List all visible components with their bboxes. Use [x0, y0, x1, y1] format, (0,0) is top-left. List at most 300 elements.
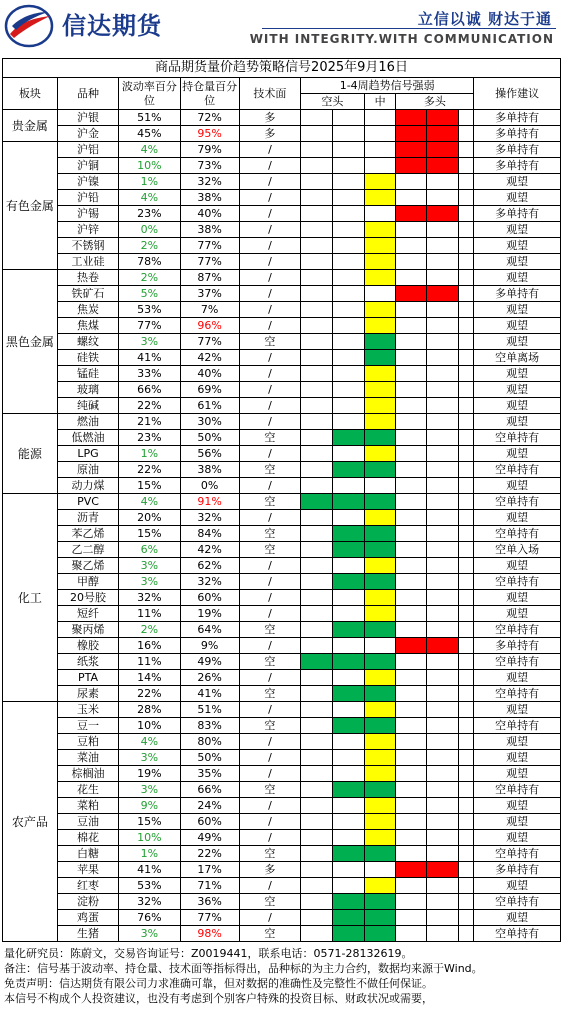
advice-cell: 空单持有 — [474, 430, 561, 446]
advice-cell: 多单持有 — [474, 110, 561, 126]
volatility-cell: 10% — [119, 830, 180, 846]
signal-cell — [301, 606, 333, 622]
table-row — [3, 846, 561, 862]
product-cell: 纸浆 — [57, 654, 118, 670]
technical-cell: / — [239, 670, 300, 686]
footer-researcher: 量化研究员：陈蔚文，交易咨询证号：Z0019441，联系电话：0571-28132619。 — [4, 947, 413, 960]
signal-cell — [332, 526, 364, 542]
product-cell: 棉花 — [57, 830, 118, 846]
signal-cell — [364, 558, 396, 574]
signal-cell — [396, 910, 427, 926]
signal-cell — [396, 158, 427, 174]
table-row — [3, 222, 561, 238]
technical-cell: / — [239, 142, 300, 158]
product-cell: 铁矿石 — [57, 286, 118, 302]
signal-cell — [396, 334, 427, 350]
signal-cell — [301, 846, 333, 862]
open-interest-cell: 69% — [180, 382, 239, 398]
advice-cell: 观望 — [474, 558, 561, 574]
signal-cell — [396, 606, 427, 622]
product-cell: 20号胶 — [57, 590, 118, 606]
signal-cell — [427, 462, 459, 478]
signal-pad-cell — [458, 814, 473, 830]
volatility-cell: 53% — [119, 878, 180, 894]
signal-cell — [364, 846, 396, 862]
signal-cell — [332, 830, 364, 846]
product-cell: 沪铝 — [57, 142, 118, 158]
signal-cell — [364, 462, 396, 478]
open-interest-cell: 95% — [180, 126, 239, 142]
signal-cell — [332, 606, 364, 622]
signal-cell — [427, 318, 459, 334]
table-row — [3, 446, 561, 462]
open-interest-cell: 41% — [180, 686, 239, 702]
signal-cell — [427, 830, 459, 846]
signal-pad-cell — [458, 766, 473, 782]
signal-cell — [364, 878, 396, 894]
product-cell: 乙二醇 — [57, 542, 118, 558]
open-interest-cell: 87% — [180, 270, 239, 286]
signal-table — [2, 58, 561, 942]
technical-cell: / — [239, 558, 300, 574]
volatility-cell: 23% — [119, 430, 180, 446]
signal-cell — [364, 686, 396, 702]
technical-cell: / — [239, 638, 300, 654]
product-cell: 沪锡 — [57, 206, 118, 222]
table-row — [3, 894, 561, 910]
signal-cell — [301, 206, 333, 222]
signal-cell — [301, 574, 333, 590]
signal-cell — [396, 206, 427, 222]
signal-pad-cell — [458, 270, 473, 286]
signal-pad-cell — [458, 718, 473, 734]
signal-cell — [332, 750, 364, 766]
signal-cell — [396, 862, 427, 878]
advice-cell: 观望 — [474, 238, 561, 254]
signal-cell — [364, 366, 396, 382]
signal-cell — [396, 750, 427, 766]
volatility-cell: 16% — [119, 638, 180, 654]
signal-cell — [332, 670, 364, 686]
open-interest-cell: 91% — [180, 494, 239, 510]
signal-pad-cell — [458, 926, 473, 942]
product-cell: 沪锌 — [57, 222, 118, 238]
signal-pad-cell — [458, 286, 473, 302]
signal-cell — [396, 782, 427, 798]
product-cell: PVC — [57, 494, 118, 510]
table-row — [3, 766, 561, 782]
signal-cell — [301, 894, 333, 910]
advice-cell: 观望 — [474, 270, 561, 286]
advice-cell: 观望 — [474, 510, 561, 526]
signal-pad-cell — [458, 110, 473, 126]
signal-cell — [427, 638, 459, 654]
signal-cell — [301, 702, 333, 718]
signal-cell — [364, 270, 396, 286]
technical-cell: / — [239, 302, 300, 318]
signal-cell — [396, 638, 427, 654]
open-interest-cell: 77% — [180, 910, 239, 926]
signal-cell — [427, 430, 459, 446]
signal-cell — [396, 430, 427, 446]
signal-cell — [301, 750, 333, 766]
open-interest-cell: 60% — [180, 590, 239, 606]
signal-cell — [332, 462, 364, 478]
page-header — [0, 0, 564, 58]
open-interest-cell: 38% — [180, 190, 239, 206]
technical-cell: / — [239, 270, 300, 286]
table-row — [3, 526, 561, 542]
signal-cell — [396, 366, 427, 382]
signal-cell — [332, 270, 364, 286]
signal-cell — [427, 302, 459, 318]
advice-cell: 空单持有 — [474, 526, 561, 542]
volatility-cell: 15% — [119, 526, 180, 542]
technical-cell: / — [239, 158, 300, 174]
product-cell: PTA — [57, 670, 118, 686]
signal-cell — [364, 654, 396, 670]
signal-cell — [364, 286, 396, 302]
product-cell: 尿素 — [57, 686, 118, 702]
volatility-cell: 2% — [119, 622, 180, 638]
technical-cell: 空 — [239, 686, 300, 702]
product-cell: 红枣 — [57, 878, 118, 894]
product-cell: 苯乙烯 — [57, 526, 118, 542]
advice-cell: 空单持有 — [474, 782, 561, 798]
signal-cell — [301, 430, 333, 446]
signal-cell — [332, 862, 364, 878]
header-volatility: 波动率百分位 — [119, 78, 180, 110]
signal-pad-cell — [458, 190, 473, 206]
signal-cell — [427, 142, 459, 158]
signal-cell — [396, 510, 427, 526]
signal-cell — [364, 174, 396, 190]
table-row — [3, 206, 561, 222]
open-interest-cell: 77% — [180, 334, 239, 350]
volatility-cell: 53% — [119, 302, 180, 318]
signal-pad-cell — [458, 318, 473, 334]
volatility-cell: 11% — [119, 606, 180, 622]
signal-cell — [427, 846, 459, 862]
advice-cell: 观望 — [474, 190, 561, 206]
signal-cell — [396, 894, 427, 910]
open-interest-cell: 84% — [180, 526, 239, 542]
technical-cell: / — [239, 878, 300, 894]
volatility-cell: 21% — [119, 414, 180, 430]
signal-pad-cell — [458, 158, 473, 174]
signal-cell — [396, 814, 427, 830]
signal-cell — [301, 286, 333, 302]
signal-cell — [427, 222, 459, 238]
table-row — [3, 254, 561, 270]
advice-cell: 观望 — [474, 798, 561, 814]
volatility-cell: 66% — [119, 382, 180, 398]
signal-pad-cell — [458, 830, 473, 846]
signal-cell — [301, 446, 333, 462]
signal-cell — [396, 350, 427, 366]
signal-cell — [396, 318, 427, 334]
technical-cell: 空 — [239, 462, 300, 478]
signal-cell — [427, 686, 459, 702]
open-interest-cell: 42% — [180, 350, 239, 366]
volatility-cell: 22% — [119, 462, 180, 478]
table-row — [3, 414, 561, 430]
technical-cell: / — [239, 590, 300, 606]
signal-cell — [332, 286, 364, 302]
advice-cell: 观望 — [474, 670, 561, 686]
advice-cell: 空单离场 — [474, 350, 561, 366]
table-row — [3, 558, 561, 574]
signal-cell — [427, 622, 459, 638]
sector-cell: 农产品 — [3, 702, 58, 942]
signal-cell — [364, 142, 396, 158]
signal-cell — [396, 222, 427, 238]
open-interest-cell: 96% — [180, 318, 239, 334]
volatility-cell: 77% — [119, 318, 180, 334]
signal-cell — [364, 478, 396, 494]
table-row — [3, 542, 561, 558]
table-row — [3, 110, 561, 126]
technical-cell: / — [239, 814, 300, 830]
volatility-cell: 11% — [119, 654, 180, 670]
product-cell: 锰硅 — [57, 366, 118, 382]
signal-cell — [301, 718, 333, 734]
technical-cell: / — [239, 750, 300, 766]
signal-cell — [332, 430, 364, 446]
signal-cell — [427, 894, 459, 910]
signal-cell — [364, 190, 396, 206]
signal-cell — [396, 830, 427, 846]
technical-cell: / — [239, 174, 300, 190]
header-long: 多头 — [396, 94, 474, 110]
technical-cell: 空 — [239, 494, 300, 510]
open-interest-cell: 17% — [180, 862, 239, 878]
volatility-cell: 45% — [119, 126, 180, 142]
volatility-cell: 32% — [119, 894, 180, 910]
signal-pad-cell — [458, 126, 473, 142]
signal-cell — [396, 462, 427, 478]
advice-cell: 观望 — [474, 398, 561, 414]
signal-cell — [364, 782, 396, 798]
product-cell: 玻璃 — [57, 382, 118, 398]
table-row — [3, 654, 561, 670]
product-cell: 沪金 — [57, 126, 118, 142]
signal-cell — [427, 126, 459, 142]
signal-cell — [332, 558, 364, 574]
open-interest-cell: 61% — [180, 398, 239, 414]
signal-cell — [396, 878, 427, 894]
signal-cell — [301, 558, 333, 574]
signal-cell — [332, 686, 364, 702]
advice-cell: 空单持有 — [474, 622, 561, 638]
advice-cell: 观望 — [474, 590, 561, 606]
advice-cell: 观望 — [474, 766, 561, 782]
header-short: 空头 — [301, 94, 365, 110]
signal-cell — [427, 702, 459, 718]
signal-cell — [364, 254, 396, 270]
signal-cell — [332, 158, 364, 174]
table-row — [3, 862, 561, 878]
signal-cell — [396, 622, 427, 638]
product-cell: 焦炭 — [57, 302, 118, 318]
table-row — [3, 142, 561, 158]
signal-cell — [427, 110, 459, 126]
volatility-cell: 5% — [119, 286, 180, 302]
signal-cell — [332, 446, 364, 462]
table-row — [3, 382, 561, 398]
signal-pad-cell — [458, 254, 473, 270]
technical-cell: / — [239, 318, 300, 334]
advice-cell: 观望 — [474, 414, 561, 430]
signal-pad-cell — [458, 606, 473, 622]
signal-pad-cell — [458, 702, 473, 718]
signal-cell — [301, 782, 333, 798]
signal-cell — [396, 670, 427, 686]
product-cell: 聚丙烯 — [57, 622, 118, 638]
signal-cell — [396, 254, 427, 270]
signal-cell — [364, 398, 396, 414]
signal-cell — [364, 526, 396, 542]
volatility-cell: 28% — [119, 702, 180, 718]
signal-cell — [332, 782, 364, 798]
technical-cell: / — [239, 238, 300, 254]
product-cell: 硅铁 — [57, 350, 118, 366]
volatility-cell: 2% — [119, 270, 180, 286]
volatility-cell: 0% — [119, 222, 180, 238]
advice-cell: 多单持有 — [474, 158, 561, 174]
signal-pad-cell — [458, 414, 473, 430]
signal-cell — [396, 558, 427, 574]
signal-cell — [301, 350, 333, 366]
signal-cell — [396, 142, 427, 158]
sector-cell: 贵金属 — [3, 110, 58, 142]
product-cell: 沪铅 — [57, 190, 118, 206]
signal-cell — [427, 734, 459, 750]
signal-cell — [301, 318, 333, 334]
open-interest-cell: 0% — [180, 478, 239, 494]
product-cell: 短纤 — [57, 606, 118, 622]
product-cell: 玉米 — [57, 702, 118, 718]
product-cell: 菜油 — [57, 750, 118, 766]
advice-cell: 观望 — [474, 830, 561, 846]
volatility-cell: 20% — [119, 510, 180, 526]
product-cell: 动力煤 — [57, 478, 118, 494]
signal-cell — [364, 302, 396, 318]
signal-cell — [332, 894, 364, 910]
table-title: 商品期货量价趋势策略信号2025年9月16日 — [3, 59, 561, 78]
signal-cell — [332, 846, 364, 862]
signal-cell — [301, 590, 333, 606]
product-cell: 聚乙烯 — [57, 558, 118, 574]
signal-cell — [301, 334, 333, 350]
signal-cell — [396, 126, 427, 142]
signal-cell — [364, 158, 396, 174]
advice-cell: 多单持有 — [474, 862, 561, 878]
product-cell: 工业硅 — [57, 254, 118, 270]
signal-cell — [301, 238, 333, 254]
signal-pad-cell — [458, 558, 473, 574]
signal-pad-cell — [458, 542, 473, 558]
advice-cell: 观望 — [474, 254, 561, 270]
signal-pad-cell — [458, 142, 473, 158]
signal-cell — [364, 206, 396, 222]
signal-cell — [332, 334, 364, 350]
volatility-cell: 3% — [119, 750, 180, 766]
product-cell: 菜粕 — [57, 798, 118, 814]
advice-cell: 空单持有 — [474, 494, 561, 510]
open-interest-cell: 51% — [180, 702, 239, 718]
signal-cell — [364, 894, 396, 910]
product-cell: 燃油 — [57, 414, 118, 430]
signal-cell — [364, 670, 396, 686]
signal-cell — [364, 862, 396, 878]
advice-cell: 空单入场 — [474, 542, 561, 558]
technical-cell: 空 — [239, 526, 300, 542]
signal-pad-cell — [458, 398, 473, 414]
volatility-cell: 3% — [119, 574, 180, 590]
signal-cell — [332, 510, 364, 526]
advice-cell: 观望 — [474, 446, 561, 462]
volatility-cell: 4% — [119, 494, 180, 510]
product-cell: 豆油 — [57, 814, 118, 830]
technical-cell: / — [239, 606, 300, 622]
open-interest-cell: 19% — [180, 606, 239, 622]
advice-cell: 多单持有 — [474, 142, 561, 158]
signal-pad-cell — [458, 350, 473, 366]
advice-cell: 多单持有 — [474, 638, 561, 654]
signal-pad-cell — [458, 622, 473, 638]
signal-cell — [427, 718, 459, 734]
header-advice: 操作建议 — [474, 78, 561, 110]
table-row — [3, 126, 561, 142]
product-cell: 沪镍 — [57, 174, 118, 190]
signal-cell — [332, 926, 364, 942]
table-row — [3, 734, 561, 750]
signal-cell — [332, 110, 364, 126]
signal-cell — [301, 174, 333, 190]
signal-cell — [427, 654, 459, 670]
table-row — [3, 590, 561, 606]
signal-cell — [364, 110, 396, 126]
signal-cell — [332, 654, 364, 670]
table-row — [3, 494, 561, 510]
table-row — [3, 270, 561, 286]
sector-cell: 黑色金属 — [3, 270, 58, 414]
signal-cell — [364, 334, 396, 350]
technical-cell: 空 — [239, 846, 300, 862]
signal-pad-cell — [458, 590, 473, 606]
open-interest-cell: 30% — [180, 414, 239, 430]
signal-cell — [427, 414, 459, 430]
technical-cell: 空 — [239, 430, 300, 446]
volatility-cell: 10% — [119, 718, 180, 734]
signal-cell — [332, 222, 364, 238]
advice-cell: 观望 — [474, 606, 561, 622]
technical-cell: 多 — [239, 862, 300, 878]
signal-cell — [427, 814, 459, 830]
signal-cell — [396, 766, 427, 782]
product-cell: 低燃油 — [57, 430, 118, 446]
header-middle: 中 — [364, 94, 396, 110]
technical-cell: / — [239, 830, 300, 846]
open-interest-cell: 64% — [180, 622, 239, 638]
signal-cell — [396, 270, 427, 286]
advice-cell: 观望 — [474, 334, 561, 350]
open-interest-cell: 22% — [180, 846, 239, 862]
signal-cell — [427, 254, 459, 270]
open-interest-cell: 26% — [180, 670, 239, 686]
volatility-cell: 3% — [119, 334, 180, 350]
